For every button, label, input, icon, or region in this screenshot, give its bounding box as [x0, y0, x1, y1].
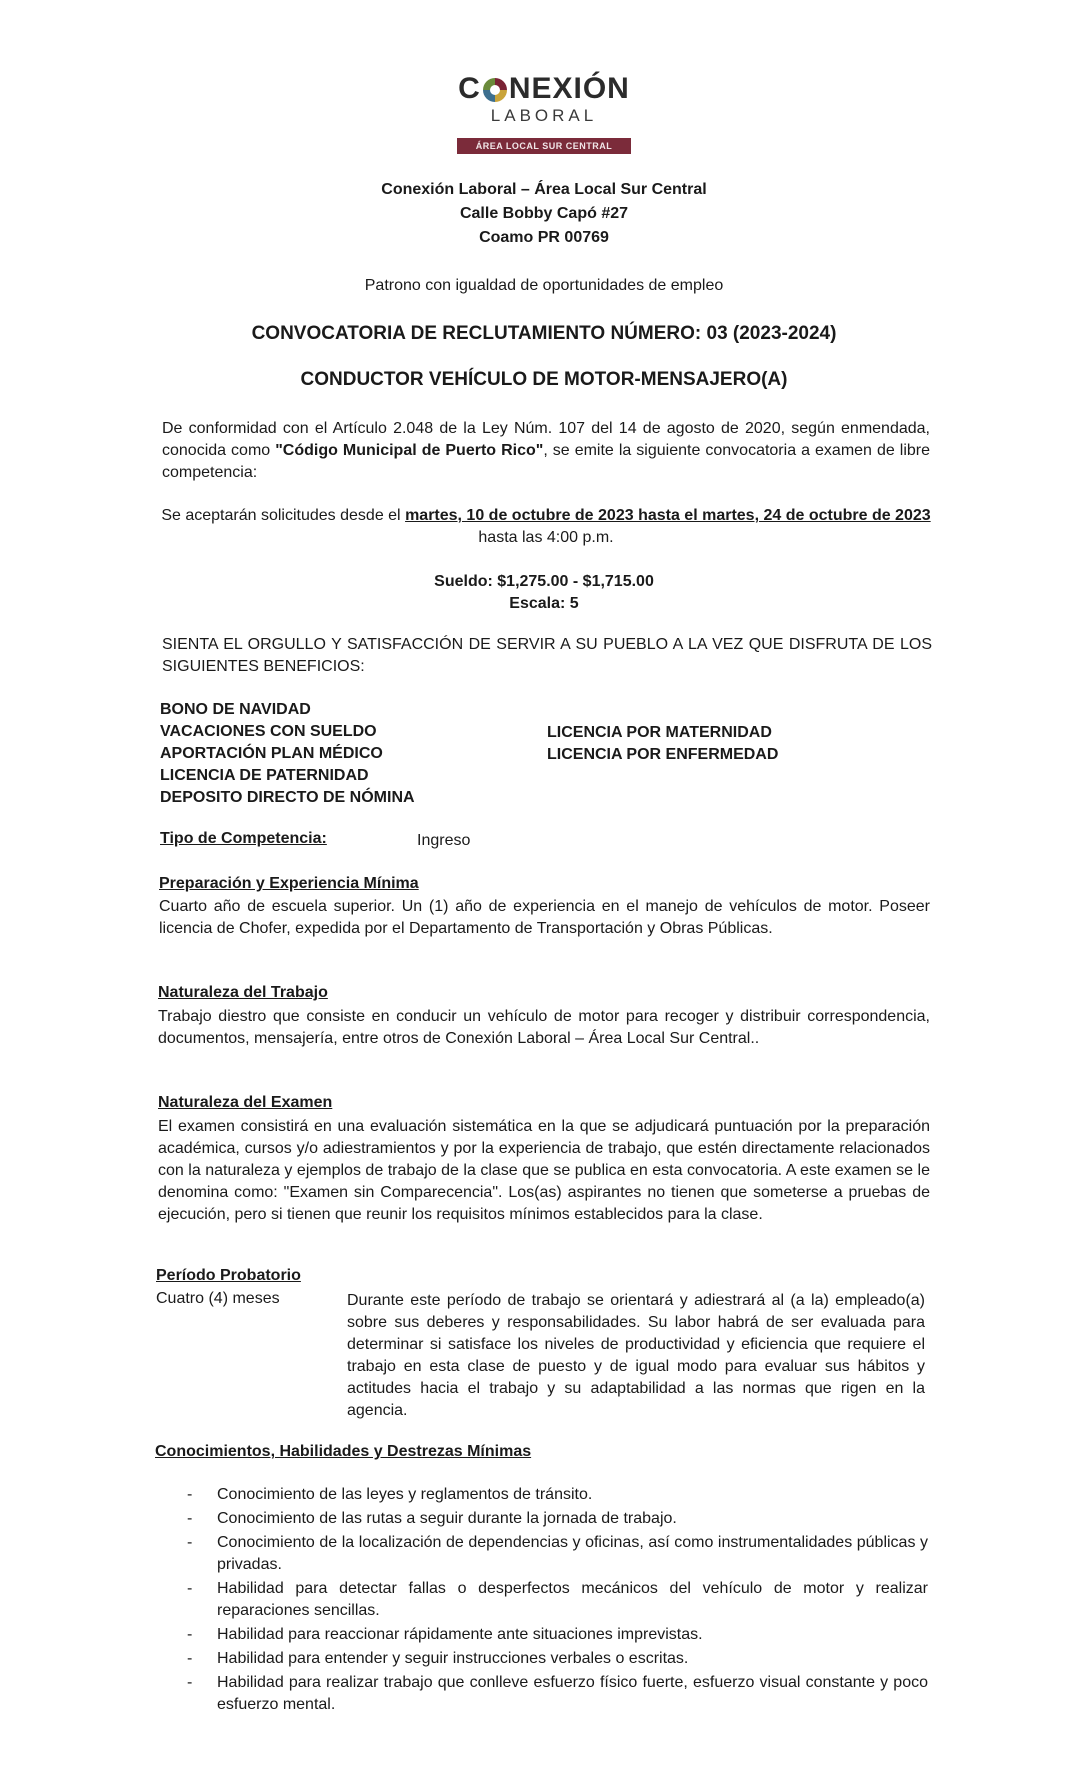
organization-logo [0, 72, 1088, 154]
benefit-item: VACACIONES CON SUELDO [160, 723, 377, 740]
convocatoria-title: CONVOCATORIA DE RECLUTAMIENTO NÚMERO: 03 (2023-2024) [251, 323, 837, 344]
section-heading-preparation: Preparación y Experiencia Mínima [159, 875, 419, 892]
section-heading-skills: Conocimientos, Habilidades y Destrezas Mínimas [155, 1443, 532, 1460]
logo-wordmark [458, 72, 630, 106]
probation-description: Durante este período de trabajo se orientará y adiestrará al (a la) empleado(a) sobre sus deberes y responsabilidades. Su labor habrá de ser evaluada para determinar si satisface los niveles de productividad y eficiencia que requiere el trabajo en esta clase de puesto y de igual modo para evaluar sus hábitos y actitudes hacia el trabajo y su adaptabilidad a las normas que rigen en la agencia. [347, 1292, 925, 1419]
logo-letter-c: C [458, 72, 481, 105]
section-text-work-nature: Trabajo diestro que consiste en conducir un vehículo de motor para recoger y distribuir correspondencia, documentos, mensajería, entre otros de Conexión Laboral – Área Local Sur Central.. [158, 1008, 930, 1047]
benefits-right-list [547, 722, 778, 766]
bullet-dash: - [187, 1650, 193, 1667]
list-item [160, 1508, 928, 1530]
list-item [160, 1648, 928, 1670]
competition-type-label: Tipo de Competencia: [160, 830, 327, 847]
equal-opportunity-line: Patrono con igualdad de oportunidades de empleo [364, 277, 724, 294]
bullet-dash: - [187, 1626, 193, 1643]
dates-prefix: Se aceptarán solicitudes desde el [161, 507, 406, 524]
list-item [160, 1672, 928, 1716]
position-title: CONDUCTOR VEHÍCULO DE MOTOR-MENSAJERO(A) [300, 369, 788, 390]
section-heading-probation: Período Probatorio [156, 1267, 301, 1284]
salary-block [0, 571, 1088, 615]
section-heading-exam-nature: Naturaleza del Examen [158, 1094, 333, 1111]
benefits-intro: SIENTA EL ORGULLO Y SATISFACCIÓN DE SERVIR A SU PUEBLO A LA VEZ QUE DISFRUTA DE LOS SIGUIENTES BENEFICIOS: [162, 636, 932, 675]
salary-scale: Escala: 5 [509, 595, 579, 612]
bullet-dash: - [187, 1580, 193, 1597]
list-item-text: Conocimiento de las leyes y reglamentos de tránsito. [217, 1486, 593, 1503]
list-item-text: Habilidad para realizar trabajo que conlleve esfuerzo físico fuerte, esfuerzo visual constante y poco esfuerzo mental. [217, 1674, 928, 1713]
competition-type-value: Ingreso [417, 832, 471, 849]
intro-paragraph [162, 418, 930, 484]
street-address: Calle Bobby Capó #27 [459, 205, 629, 222]
benefit-item: LICENCIA POR ENFERMEDAD [547, 746, 779, 763]
bullet-dash: - [187, 1486, 193, 1503]
benefits-left-list [160, 699, 415, 809]
city-address: Coamo PR 00769 [479, 229, 609, 246]
address-block [0, 178, 1088, 250]
probation-duration: Cuatro (4) meses [156, 1290, 280, 1307]
logo-subtitle: LABORAL [490, 106, 598, 125]
bullet-dash: - [187, 1510, 193, 1527]
list-item-text: Conocimiento de las rutas a seguir durante la jornada de trabajo. [217, 1510, 677, 1527]
application-dates [160, 505, 932, 549]
intro-text-b: , se emite la siguiente convocatoria a examen de libre competencia: [162, 442, 931, 481]
bullet-dash: - [187, 1534, 193, 1551]
list-item-text: Conocimiento de la localización de dependencias y oficinas, así como instrumentalidades públicas y privadas. [217, 1534, 928, 1573]
org-name: Conexión Laboral – Área Local Sur Central [381, 181, 707, 198]
benefit-item: LICENCIA DE PATERNIDAD [160, 767, 369, 784]
list-item [160, 1624, 928, 1646]
dates-range: martes, 10 de octubre de 2023 hasta el martes, 24 de octubre de 2023 [405, 507, 931, 524]
list-item [160, 1484, 928, 1506]
section-text-exam-nature: El examen consistirá en una evaluación sistemática en la que se adjudicará puntuación por la preparación académica, cursos y/o adiestramientos y por la experiencia de trabajo, que estén directamente relacionados con la naturaleza y ejemplos de trabajo de la clase que se publica en esta convocatoria. A este examen se le denomina como: "Examen sin Comparecencia". Los(as) aspirantes no tienen que someterse a pruebas de ejecución, pero si tienen que reunir los requisitos mínimos establecidos para la clase. [158, 1118, 930, 1223]
intro-law-name: "Código Municipal de Puerto Rico" [275, 442, 544, 459]
list-item-text: Habilidad para detectar fallas o desperfectos mecánicos del vehículo de motor y realizar reparaciones sencillas. [217, 1580, 928, 1619]
intro-text-a: De conformidad con el Artículo 2.048 de la Ley Núm. 107 del 14 de agosto de 2020, según enmendada, conocida como [162, 420, 930, 459]
logo-band: ÁREA LOCAL SUR CENTRAL [457, 138, 631, 154]
logo-circle-icon [483, 78, 507, 102]
benefit-item: BONO DE NAVIDAD [160, 701, 311, 718]
list-item-text: Habilidad para entender y seguir instrucciones verbales o escritas. [217, 1650, 689, 1667]
benefit-item: DEPOSITO DIRECTO DE NÓMINA [160, 789, 415, 806]
logo-name-rest: NEXIÓN [508, 72, 630, 105]
list-item [160, 1532, 928, 1576]
list-item-text: Habilidad para reaccionar rápidamente ante situaciones imprevistas. [217, 1626, 703, 1643]
benefit-item: LICENCIA POR MATERNIDAD [547, 724, 772, 741]
bullet-dash: - [187, 1674, 193, 1691]
salary-range: Sueldo: $1,275.00 - $1,715.00 [434, 573, 654, 590]
benefit-item: APORTACIÓN PLAN MÉDICO [160, 745, 383, 762]
dates-suffix: hasta las 4:00 p.m. [478, 529, 614, 546]
section-text-preparation: Cuarto año de escuela superior. Un (1) año de experiencia en el manejo de vehículos de motor. Poseer licencia de Chofer, expedida por el Departamento de Transportación y Obras Públicas. [159, 898, 930, 937]
section-heading-work-nature: Naturaleza del Trabajo [158, 984, 328, 1001]
list-item [160, 1578, 928, 1622]
skills-list [160, 1484, 928, 1718]
